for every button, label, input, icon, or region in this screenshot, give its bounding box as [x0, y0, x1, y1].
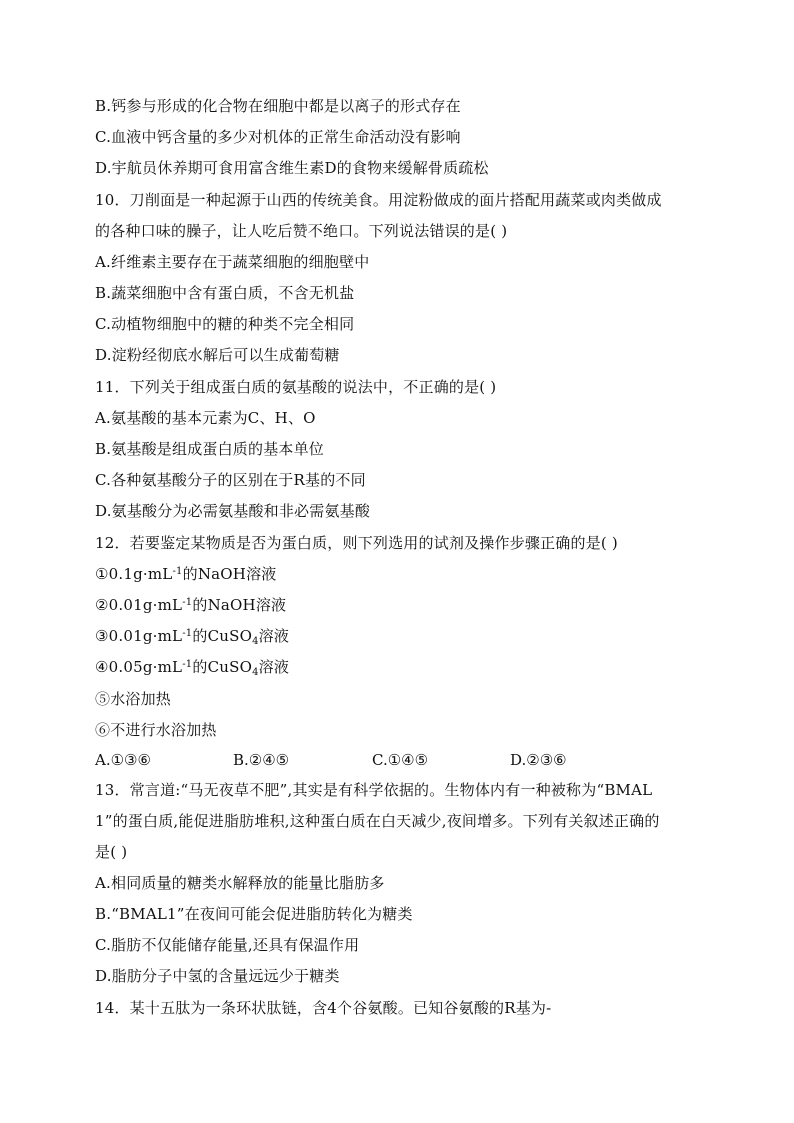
reagent-item: $③0.01g\cdot mL^{-1}$的CuSO$_4$溶液 [95, 627, 290, 647]
option-13d: D.脂肪分子中氢的含量远远少于糖类 [95, 967, 340, 985]
step-item: ⑤水浴加热 [95, 690, 172, 708]
reagent-item: $④0.05g\cdot mL^{-1}$的CuSO$_4$溶液 [95, 658, 290, 678]
question-10-stem-line-2: 的各种口味的臊子，让人吃后赞不绝口。下列说法错误的是( ) [95, 222, 508, 240]
option-10d: D.淀粉经彻底水解后可以生成葡萄糖 [95, 346, 340, 364]
option-13b: B.“BMAL1”在夜间可能会促进脂肪转化为糖类 [95, 905, 413, 923]
choice-c: C.①④⑤ [372, 751, 429, 769]
option-9b: B.钙参与形成的化合物在细胞中都是以离子的形式存在 [95, 97, 461, 115]
question-14-stem: 14．某十五肽为一条环状肽链，含4个谷氨酸。已知谷氨酸的R基为- [95, 999, 552, 1017]
option-11d: D.氨基酸分为必需氨基酸和非必需氨基酸 [95, 502, 371, 520]
option-10a: A.纤维素主要存在于蔬菜细胞的细胞壁中 [95, 253, 370, 271]
question-13-stem-line-1: 13．常言道:“马无夜草不肥”,其实是有科学依据的。生物体内有一种被称为“BMAL [95, 781, 653, 799]
question-13-stem-line-3: 是( ) [95, 843, 128, 861]
option-11a: A.氨基酸的基本元素为C、H、O [95, 409, 316, 427]
step-item: ⑥不进行水浴加热 [95, 721, 217, 739]
option-11c: C.各种氨基酸分子的区别在于R基的不同 [95, 471, 366, 489]
choice-b: B.②④⑤ [233, 751, 290, 769]
question-13-stem-line-2: 1”的蛋白质,能促进脂肪堆积,这种蛋白质在白天减少,夜间增多。下列有关叙述正确的 [95, 812, 660, 830]
option-9c: C.血液中钙含量的多少对机体的正常生命活动没有影响 [95, 128, 461, 146]
option-10c: C.动植物细胞中的糖的种类不完全相同 [95, 315, 355, 333]
question-11-stem: 11．下列关于组成蛋白质的氨基酸的说法中，不正确的是( ) [95, 378, 497, 396]
reagent-item: $①0.1g\cdot mL^{-1}$的NaOH溶液 [95, 565, 277, 583]
option-13c: C.脂肪不仅能储存能量,还具有保温作用 [95, 936, 360, 954]
option-11b: B.氨基酸是组成蛋白质的基本单位 [95, 440, 324, 458]
reagent-item: $②0.01g\cdot mL^{-1}$的NaOH溶液 [95, 596, 287, 614]
question-12-stem: 12．若要鉴定某物质是否为蛋白质，则下列选用的试剂及操作步骤正确的是( ) [95, 534, 618, 552]
choice-d: D.②③⑥ [510, 751, 567, 769]
option-9d: D.宇航员休养期可食用富含维生素D的食物来缓解骨质疏松 [95, 159, 489, 177]
choice-a: A.①③⑥ [95, 751, 151, 769]
option-13a: A.相同质量的糖类水解释放的能量比脂肪多 [95, 874, 385, 892]
option-10b: B.蔬菜细胞中含有蛋白质，不含无机盐 [95, 284, 355, 302]
question-10-stem-line-1: 10．刀削面是一种起源于山西的传统美食。用淀粉做成的面片搭配用蔬菜或肉类做成 [95, 191, 662, 209]
